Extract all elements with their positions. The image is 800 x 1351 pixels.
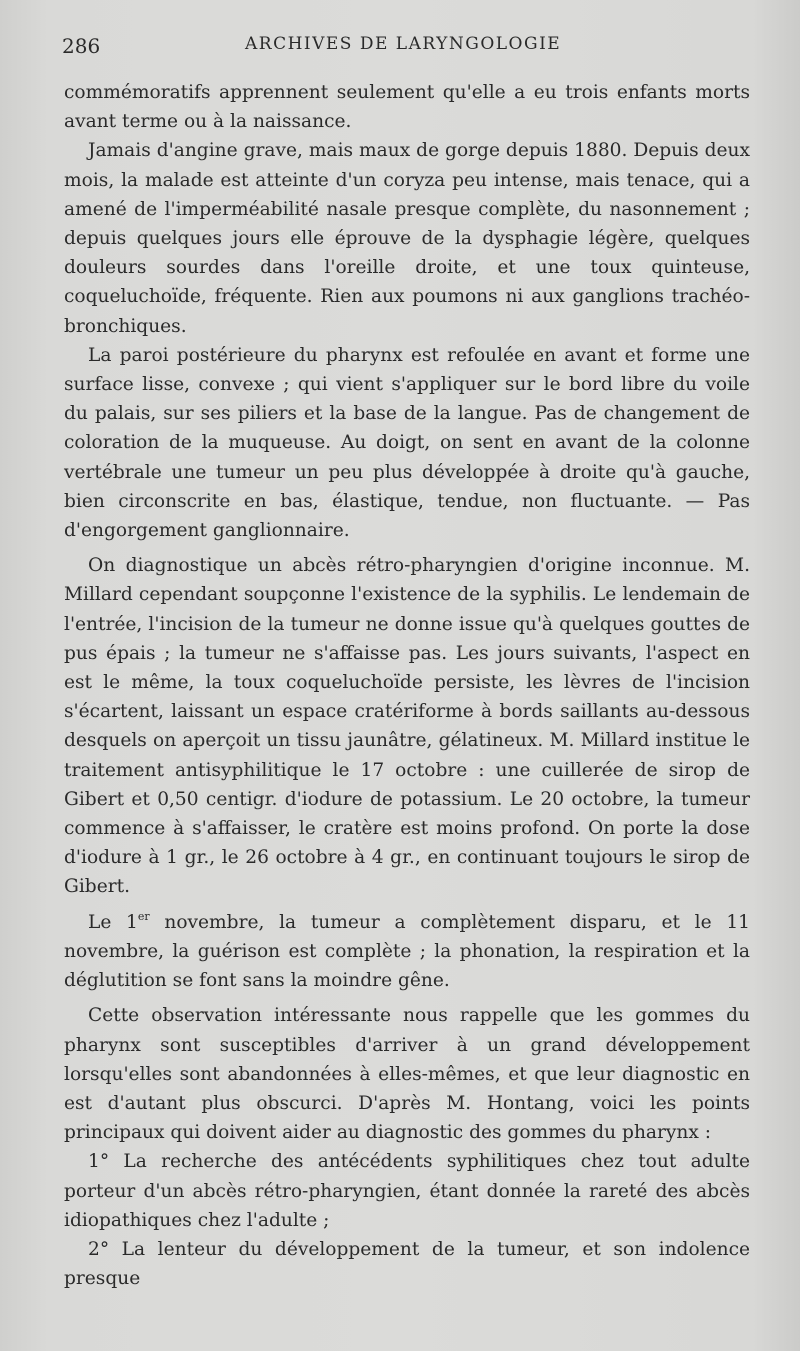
paragraph: On diagnostique un abcès rétro-pharyngien d'origine inconnue. M. Millard cependant soupçonne l'existence de la syphilis. Le lendemain de l'entrée, l'incision de la tumeur ne donne issue qu'à quelques gouttes de pus épais ; la tumeur ne s'affaisse pas. Les jours suivants, l'aspect en est le même, la toux coqueluchoïde persiste, les lèvres de l'incision s'écartent, laissant un espace cratériforme à bords saillants au-dessous desquels on aperçoit un tissu jaunâtre, gélatineux. M. Millard institue le traitement antisyphilitique le 17 octobre : une cuillerée de sirop de Gibert et 0,50 centigr. d'iodure de potassium. Le 20 octobre, la tumeur commence à s'affaisser, le cratère est moins profond. On porte la dose d'iodure à 1 gr., le 26 octobre à 4 gr., en continuant toujours le sirop de Gibert.	[64, 555, 750, 898]
paragraph: Cette observation intéressante nous rappelle que les gommes du pharynx sont susceptibles d'arriver à un grand développement lorsqu'elles sont abandonnées à elles-mêmes, et que leur diagnostic en est d'autant plus obscurci. D'après M. Hontang, voici les points principaux qui doivent aider au diagnostic des gommes du pharynx :	[64, 1005, 750, 1144]
paragraph: La paroi postérieure du pharynx est refoulée en avant et forme une surface lisse, convexe ; qui vient s'appliquer sur le bord libre du voile du palais, sur ses piliers et la base de la langue. Pas de changement de coloration de la muqueuse. Au doigt, on sent en avant de la colonne vertébrale une tumeur un peu plus développée à droite qu'à gauche, bien circonscrite en bas, élastique, tendue, non fluctuante. — Pas d'engorgement ganglionnaire.	[64, 344, 750, 542]
paragraph-text: novembre, la tumeur a complètement disparu, et le 11 novembre, la guérison est complète ; la phonation, la respiration et la déglutition se font sans la moindre gêne.	[64, 911, 750, 992]
page-header	[62, 30, 752, 60]
paragraph: Jamais d'angine grave, mais maux de gorge depuis 1880. Depuis deux mois, la malade est atteinte d'un coryza peu intense, mais tenace, qui a amené de l'imperméabilité nasale presque complète, du nasonnement ; depuis quelques jours elle éprouve de la dysphagie légère, quelques douleurs sourdes dans l'oreille droite, et une toux quinteuse, coqueluchoïde, fréquente. Rien aux poumons ni aux ganglions trachéo-bronchiques.	[64, 140, 750, 337]
paragraph: 1° La recherche des antécédents syphilitiques chez tout adulte porteur d'un abcès rétro-pharyngien, étant donnée la rareté des abcès idiopathiques chez l'adulte ;	[64, 1151, 750, 1231]
page-number: 286	[62, 34, 101, 58]
running-title: ARCHIVES DE LARYNGOLOGIE	[245, 34, 562, 54]
body-text	[64, 78, 750, 1293]
paragraph	[64, 908, 750, 996]
paragraph: commémoratifs apprennent seulement qu'elle a eu trois enfants morts avant terme ou à la naissance.	[64, 82, 750, 133]
paragraph-text: Le 1	[88, 911, 138, 933]
paragraph: 2° La lenteur du développement de la tumeur, et son indolence presque	[64, 1238, 750, 1290]
ordinal-superscript: er	[137, 909, 150, 923]
